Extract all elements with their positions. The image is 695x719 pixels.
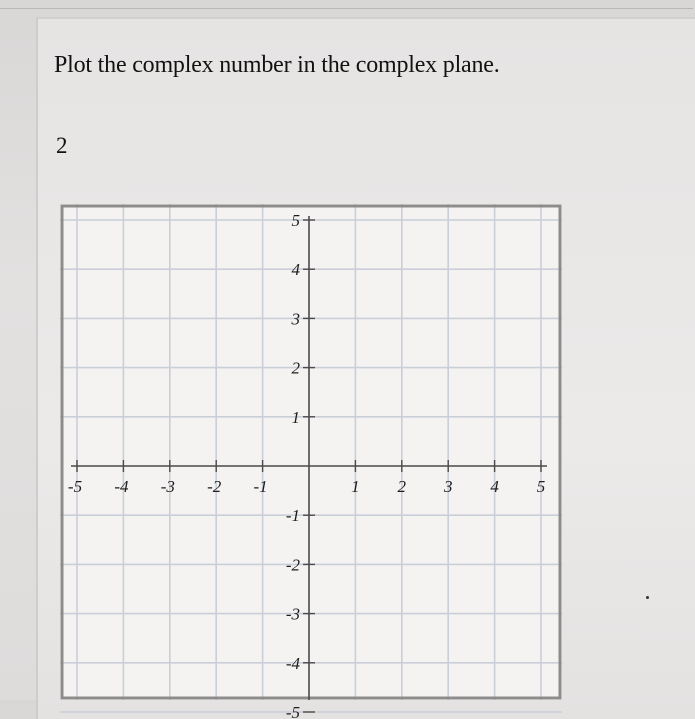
y-tick-label: 3 [291,309,300,329]
x-tick-label: 1 [351,477,360,496]
x-tick-label: -4 [114,477,129,496]
y-tick-label: 4 [291,260,300,280]
complex-plane-svg[interactable] [60,204,562,719]
y-tick-label: -4 [285,653,300,673]
y-tick-label: 5 [291,211,300,230]
x-tick-label: -2 [207,477,222,496]
top-divider [0,8,693,9]
x-tick-label: -1 [253,477,268,496]
y-tick-label: -1 [285,506,300,526]
complex-number-value: 2 [56,133,68,158]
x-tick-label: 3 [443,477,453,496]
y-tick-label: -3 [285,604,300,624]
graph-background [60,204,562,700]
y-tick-label: -2 [285,555,300,575]
question-prompt: Plot the complex number in the complex plane. [54,52,500,78]
y-tick-label: 2 [291,358,300,378]
x-tick-label: 2 [397,477,407,496]
x-tick-label: -5 [67,477,83,496]
y-tick-label: -5 [285,703,300,719]
x-tick-label: 4 [490,477,499,496]
y-tick-label: 1 [291,407,300,427]
x-tick-label: 5 [536,477,546,496]
x-tick-label: -3 [160,477,175,496]
stray-mark [646,596,649,599]
complex-plane-graph[interactable] [60,204,562,719]
